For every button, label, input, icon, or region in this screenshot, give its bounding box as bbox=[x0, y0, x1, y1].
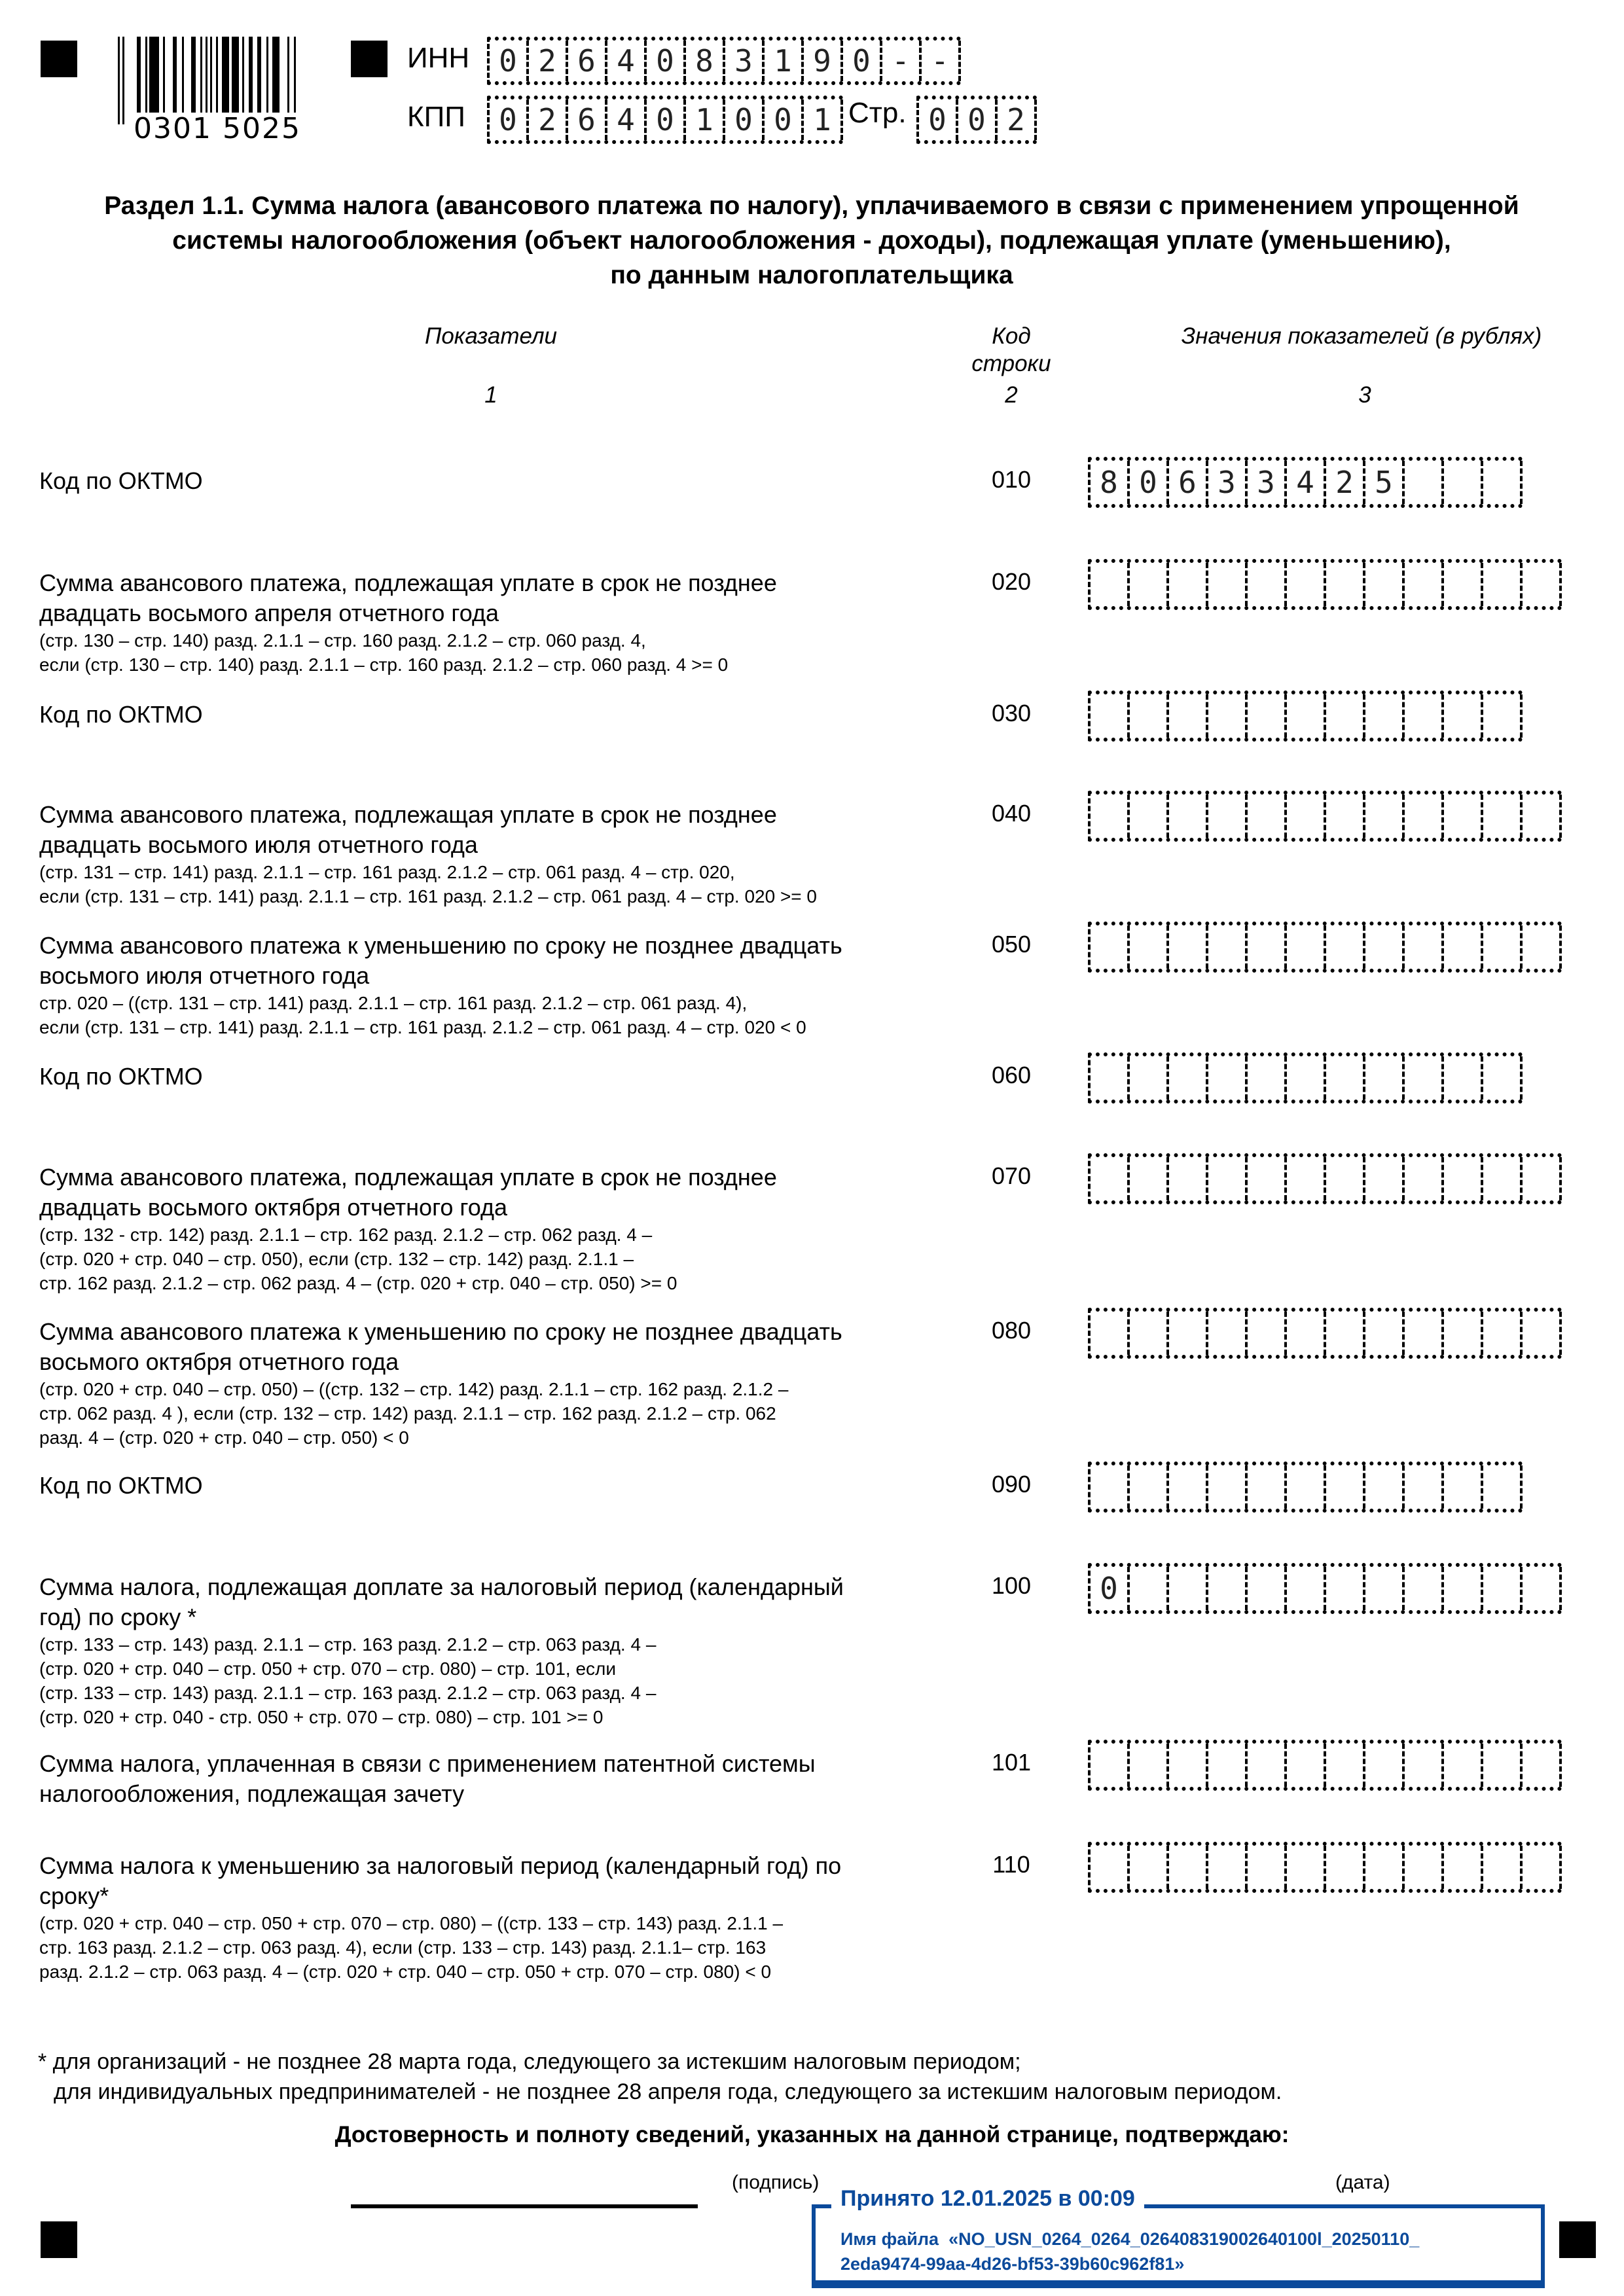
digit-cell[interactable] bbox=[1365, 795, 1405, 838]
indicator-formula: (стр. 020 + стр. 040 – стр. 050 + стр. 070 – стр. 080) – ((стр. 133 – стр. 143) разд. 2.1.1 – стр. 163 разд. 2.1.2 – стр. 063 разд. 4), если (стр. 133 – стр. 143) разд. 2.1.1– стр. 163 разд. 2.1.2 – стр. 063 разд. 4 – (стр. 020 + стр. 040 – стр. 050 + стр. 070 – стр. 080) < 0 bbox=[39, 1913, 784, 1982]
column-number-3: 3 bbox=[1358, 382, 1371, 408]
digit-cell[interactable]: 2 bbox=[998, 99, 1037, 140]
digit-cell[interactable] bbox=[1287, 694, 1326, 738]
digit-cell[interactable] bbox=[1326, 1846, 1365, 1889]
barcode-bar bbox=[137, 37, 141, 114]
digit-cell[interactable] bbox=[1248, 1157, 1287, 1200]
digit-cell[interactable]: 8 bbox=[686, 41, 725, 81]
digit-cell[interactable]: 0 bbox=[843, 41, 882, 81]
page-number-field[interactable] bbox=[916, 96, 1037, 144]
digit-cell[interactable] bbox=[1130, 1744, 1169, 1787]
indicator-name: Код по ОКТМО bbox=[39, 1063, 203, 1090]
barcode-bar bbox=[191, 37, 196, 114]
digit-cell[interactable] bbox=[1444, 1744, 1483, 1787]
digit-cell[interactable] bbox=[1444, 563, 1483, 606]
digit-cell[interactable] bbox=[1091, 1465, 1130, 1509]
digit-cell[interactable] bbox=[1130, 1312, 1169, 1355]
digit-cell[interactable] bbox=[1523, 1846, 1562, 1889]
digit-cell[interactable]: - bbox=[882, 41, 922, 81]
barcode-bar bbox=[266, 37, 268, 114]
digit-cell[interactable] bbox=[1091, 1157, 1130, 1200]
digit-cell[interactable] bbox=[1405, 1157, 1444, 1200]
digit-cell[interactable] bbox=[1365, 1157, 1405, 1200]
row-090-label bbox=[39, 1471, 903, 1501]
digit-cell[interactable] bbox=[1365, 1056, 1405, 1100]
row-code: 110 bbox=[992, 1851, 1030, 1878]
row-060-value-field[interactable] bbox=[1088, 1052, 1523, 1103]
digit-cell[interactable] bbox=[1287, 925, 1326, 969]
digit-cell[interactable]: 5 bbox=[1365, 461, 1405, 504]
digit-cell[interactable] bbox=[1523, 1157, 1562, 1200]
barcode-bar bbox=[149, 37, 159, 114]
registration-marker-bottom-right bbox=[1559, 2221, 1596, 2258]
digit-cell[interactable] bbox=[1287, 1744, 1326, 1787]
row-020-value-field[interactable] bbox=[1088, 559, 1562, 610]
digit-cell[interactable] bbox=[1365, 694, 1405, 738]
digit-cell[interactable] bbox=[1130, 1465, 1169, 1509]
digit-cell[interactable]: 0 bbox=[490, 99, 529, 140]
row-050-value-field[interactable] bbox=[1088, 922, 1562, 973]
barcode-bar bbox=[163, 37, 165, 114]
section-title-line-2: системы налогообложения (объект налогообложения - доходы), подлежащая уплате (уменьшению), bbox=[172, 226, 1451, 255]
digit-cell[interactable] bbox=[1405, 1465, 1444, 1509]
barcode-bar bbox=[145, 37, 147, 114]
row-101-label bbox=[39, 1749, 903, 1809]
digit-cell[interactable] bbox=[1523, 925, 1562, 969]
digit-cell[interactable] bbox=[1287, 563, 1326, 606]
digit-cell[interactable]: 0 bbox=[647, 99, 686, 140]
digit-cell[interactable] bbox=[1444, 1567, 1483, 1610]
row-code: 080 bbox=[991, 1317, 1032, 1344]
digit-cell[interactable] bbox=[1444, 1846, 1483, 1889]
digit-cell[interactable]: 0 bbox=[919, 99, 958, 140]
digit-cell[interactable] bbox=[1326, 795, 1365, 838]
digit-cell[interactable] bbox=[1444, 795, 1483, 838]
file-name-label: Имя файла bbox=[840, 2229, 939, 2249]
barcode-bar bbox=[122, 37, 124, 124]
digit-cell[interactable] bbox=[1248, 925, 1287, 969]
digit-cell[interactable]: 6 bbox=[568, 41, 607, 81]
digit-cell[interactable] bbox=[1444, 461, 1483, 504]
digit-cell[interactable] bbox=[1483, 1312, 1523, 1355]
digit-cell[interactable] bbox=[1287, 1465, 1326, 1509]
digit-cell[interactable] bbox=[1287, 795, 1326, 838]
indicator-name: Код по ОКТМО bbox=[39, 701, 203, 728]
digit-cell[interactable] bbox=[1169, 1312, 1208, 1355]
barcode-bar bbox=[206, 37, 208, 124]
digit-cell[interactable]: 6 bbox=[1169, 461, 1208, 504]
signature-caption: (подпись) bbox=[732, 2172, 820, 2193]
digit-cell[interactable] bbox=[1208, 1312, 1248, 1355]
digit-cell[interactable] bbox=[1444, 1312, 1483, 1355]
row-080-label bbox=[39, 1317, 903, 1450]
digit-cell[interactable] bbox=[1208, 1846, 1248, 1889]
digit-cell[interactable] bbox=[1444, 694, 1483, 738]
barcode-bar bbox=[294, 37, 296, 124]
column-number-1: 1 bbox=[484, 382, 497, 408]
row-080-value-field[interactable] bbox=[1088, 1308, 1562, 1359]
indicator-formula: (стр. 132 - стр. 142) разд. 2.1.1 – стр. 162 разд. 2.1.2 – стр. 062 разд. 4 – (стр. 020 + стр. 040 – стр. 050), если (стр. 132 – стр. 142) разд. 2.1.1 – стр. 162 разд. 2.1.2 – стр. 062 разд. 4 – (стр. 020 + стр. 040 – стр. 050) >= 0 bbox=[39, 1225, 677, 1293]
digit-cell[interactable] bbox=[1523, 1567, 1562, 1610]
digit-cell[interactable] bbox=[1248, 1744, 1287, 1787]
column-header-values: Значения показателей (в рублях) bbox=[1181, 323, 1542, 349]
digit-cell[interactable] bbox=[1365, 1312, 1405, 1355]
digit-cell[interactable]: - bbox=[922, 41, 961, 81]
barcode-bar bbox=[272, 37, 280, 114]
row-030-label bbox=[39, 700, 903, 730]
barcode-bar bbox=[232, 37, 239, 114]
digit-cell[interactable] bbox=[1091, 795, 1130, 838]
digit-cell[interactable]: 0 bbox=[490, 41, 529, 81]
digit-cell[interactable] bbox=[1208, 795, 1248, 838]
digit-cell[interactable]: 8 bbox=[1091, 461, 1130, 504]
digit-cell[interactable]: 2 bbox=[529, 41, 568, 81]
kpp-field[interactable] bbox=[487, 96, 843, 144]
digit-cell[interactable] bbox=[1483, 925, 1523, 969]
digit-cell[interactable] bbox=[1483, 563, 1523, 606]
digit-cell[interactable]: 4 bbox=[607, 99, 647, 140]
digit-cell[interactable] bbox=[1130, 563, 1169, 606]
digit-cell[interactable] bbox=[1169, 563, 1208, 606]
digit-cell[interactable]: 6 bbox=[568, 99, 607, 140]
digit-cell[interactable] bbox=[1523, 795, 1562, 838]
digit-cell[interactable] bbox=[1405, 1056, 1444, 1100]
digit-cell[interactable]: 1 bbox=[765, 41, 804, 81]
row-code: 060 bbox=[991, 1062, 1032, 1088]
row-code: 050 bbox=[991, 931, 1032, 958]
row-110-value-field[interactable] bbox=[1088, 1842, 1562, 1893]
digit-cell[interactable] bbox=[1405, 461, 1444, 504]
digit-cell[interactable] bbox=[1287, 1567, 1326, 1610]
barcode-number: 0301 5025 bbox=[131, 113, 304, 145]
digit-cell[interactable] bbox=[1405, 1312, 1444, 1355]
digit-cell[interactable] bbox=[1483, 795, 1523, 838]
digit-cell[interactable] bbox=[1444, 1465, 1483, 1509]
digit-cell[interactable] bbox=[1130, 1846, 1169, 1889]
indicator-formula: (стр. 131 – стр. 141) разд. 2.1.1 – стр. 161 разд. 2.1.2 – стр. 061 разд. 4 – стр. 020, если (стр. 131 – стр. 141) разд. 2.1.1 – стр. 161 разд. 2.1.2 – стр. 061 разд. 4 – стр. 020 >= 0 bbox=[39, 862, 818, 906]
row-060-label bbox=[39, 1062, 903, 1092]
digit-cell[interactable] bbox=[1326, 694, 1365, 738]
date-caption: (дата) bbox=[1335, 2172, 1390, 2193]
digit-cell[interactable] bbox=[1326, 1465, 1365, 1509]
digit-cell[interactable] bbox=[1091, 1846, 1130, 1889]
digit-cell[interactable]: 4 bbox=[607, 41, 647, 81]
section-title-line-3: по данным налогоплательщика bbox=[610, 261, 1013, 289]
digit-cell[interactable] bbox=[1208, 1157, 1248, 1200]
digit-cell[interactable] bbox=[1483, 1846, 1523, 1889]
digit-cell[interactable] bbox=[1523, 563, 1562, 606]
digit-cell[interactable] bbox=[1169, 925, 1208, 969]
digit-cell[interactable]: 1 bbox=[686, 99, 725, 140]
row-code: 100 bbox=[991, 1572, 1032, 1599]
digit-cell[interactable] bbox=[1248, 694, 1287, 738]
indicator-formula: (стр. 133 – стр. 143) разд. 2.1.1 – стр. 163 разд. 2.1.2 – стр. 063 разд. 4 – (стр. 020 + стр. 040 – стр. 050 + стр. 070 – стр. 080) – стр. 101, если (стр. 133 – стр. 143) разд. 2.1.1 – стр. 163 разд. 2.1.2 – стр. 063 разд. 4 – (стр. 020 + стр. 040 - стр. 050 + стр. 070 – стр. 080) – стр. 101 >= 0 bbox=[39, 1634, 657, 1727]
barcode-bar bbox=[257, 37, 261, 114]
row-010-label bbox=[39, 466, 903, 496]
digit-cell[interactable] bbox=[1130, 795, 1169, 838]
digit-cell[interactable] bbox=[1287, 1157, 1326, 1200]
digit-cell[interactable] bbox=[1326, 1157, 1365, 1200]
digit-cell[interactable] bbox=[1326, 563, 1365, 606]
row-040-label bbox=[39, 800, 903, 908]
indicator-name: Сумма авансового платежа, подлежащая уплате в срок не позднее двадцать восьмого июля отчетного года bbox=[39, 801, 777, 858]
indicator-name: Сумма авансового платежа, подлежащая уплате в срок не позднее двадцать восьмого апреля отчетного года bbox=[39, 569, 777, 626]
digit-cell[interactable]: 0 bbox=[647, 41, 686, 81]
indicator-formula: (стр. 130 – стр. 140) разд. 2.1.1 – стр. 160 разд. 2.1.2 – стр. 060 разд. 4, если (стр. 130 – стр. 140) разд. 2.1.1 – стр. 160 разд. 2.1.2 – стр. 060 разд. 4 >= 0 bbox=[39, 630, 729, 675]
digit-cell[interactable] bbox=[1091, 925, 1130, 969]
row-100-value-field[interactable] bbox=[1088, 1563, 1562, 1614]
digit-cell[interactable] bbox=[1405, 1567, 1444, 1610]
row-110-label bbox=[39, 1851, 903, 1984]
digit-cell[interactable]: 3 bbox=[725, 41, 765, 81]
barcode-bar bbox=[222, 37, 229, 114]
digit-cell[interactable]: 0 bbox=[765, 99, 804, 140]
digit-cell[interactable] bbox=[1248, 795, 1287, 838]
row-010-value-field[interactable] bbox=[1088, 457, 1523, 508]
digit-cell[interactable] bbox=[1208, 1056, 1248, 1100]
digit-cell[interactable] bbox=[1248, 1567, 1287, 1610]
digit-cell[interactable] bbox=[1208, 1744, 1248, 1787]
acceptance-stamp bbox=[812, 2186, 1545, 2288]
acceptance-date: Принято 12.01.2025 в 00:09 bbox=[831, 2186, 1144, 2212]
digit-cell[interactable] bbox=[1365, 563, 1405, 606]
digit-cell[interactable] bbox=[1091, 563, 1130, 606]
digit-cell[interactable] bbox=[1248, 1312, 1287, 1355]
section-title-line-1: Раздел 1.1. Сумма налога (авансового платежа по налогу), уплачиваемого в связи с применением упрощенной bbox=[104, 192, 1519, 220]
column-header-code-line1: Код bbox=[992, 323, 1031, 349]
registration-marker-bottom-left bbox=[41, 2221, 77, 2258]
indicator-name: Сумма налога, уплаченная в связи с применением патентной системы налогообложения, подлежащая зачету bbox=[39, 1750, 816, 1807]
digit-cell[interactable] bbox=[1169, 795, 1208, 838]
row-code: 040 bbox=[991, 800, 1032, 827]
digit-cell[interactable] bbox=[1287, 1056, 1326, 1100]
row-020-label bbox=[39, 568, 903, 677]
digit-cell[interactable]: 3 bbox=[1208, 461, 1248, 504]
digit-cell[interactable]: 2 bbox=[1326, 461, 1365, 504]
barcode-bar bbox=[216, 37, 218, 114]
digit-cell[interactable]: 0 bbox=[1091, 1567, 1130, 1610]
stamp-file-info bbox=[840, 2227, 1534, 2276]
row-code: 070 bbox=[991, 1162, 1032, 1189]
digit-cell[interactable] bbox=[1130, 1157, 1169, 1200]
row-code: 090 bbox=[991, 1471, 1032, 1498]
barcode-bar bbox=[210, 37, 212, 124]
digit-cell[interactable] bbox=[1483, 461, 1523, 504]
indicator-formula: стр. 020 – ((стр. 131 – стр. 141) разд. 2.1.1 – стр. 161 разд. 2.1.2 – стр. 061 разд. 4), если (стр. 131 – стр. 141) разд. 2.1.1 – стр. 161 разд. 2.1.2 – стр. 061 разд. 4 – стр. 020 < 0 bbox=[39, 993, 806, 1037]
digit-cell[interactable] bbox=[1444, 1056, 1483, 1100]
row-101-value-field[interactable] bbox=[1088, 1740, 1562, 1791]
registration-marker-top-middle bbox=[351, 41, 388, 77]
digit-cell[interactable] bbox=[1169, 1056, 1208, 1100]
footnote-organizations: * для организаций - не позднее 28 марта года, следующего за истекшим налоговым периодом; bbox=[38, 2049, 1021, 2074]
digit-cell[interactable] bbox=[1405, 1846, 1444, 1889]
barcode-bar bbox=[182, 37, 184, 114]
kpp-label: КПП bbox=[407, 101, 465, 133]
digit-cell[interactable] bbox=[1287, 1312, 1326, 1355]
barcode-bar bbox=[200, 37, 202, 114]
column-header-code-line2: строки bbox=[971, 351, 1051, 376]
digit-cell[interactable] bbox=[1365, 1744, 1405, 1787]
digit-cell[interactable]: 0 bbox=[725, 99, 765, 140]
digit-cell[interactable] bbox=[1523, 1312, 1562, 1355]
column-header-indicators: Показатели bbox=[424, 323, 558, 349]
barcode-bar bbox=[287, 37, 289, 124]
row-090-value-field[interactable] bbox=[1088, 1462, 1523, 1513]
digit-cell[interactable] bbox=[1169, 1567, 1208, 1610]
digit-cell[interactable] bbox=[1405, 925, 1444, 969]
footnote-entrepreneurs: для индивидуальных предпринимателей - не позднее 28 апреля года, следующего за истекшим налоговым периодом. bbox=[54, 2079, 1282, 2104]
confirmation-text: Достоверность и полноту сведений, указанных на данной странице, подтверждаю: bbox=[334, 2122, 1290, 2147]
digit-cell[interactable] bbox=[1483, 1056, 1523, 1100]
digit-cell[interactable] bbox=[1444, 1157, 1483, 1200]
digit-cell[interactable] bbox=[1287, 1846, 1326, 1889]
digit-cell[interactable] bbox=[1326, 925, 1365, 969]
file-name-line-2: 2eda9474-99aa-4d26-bf53-39b60c962f81» bbox=[840, 2254, 1185, 2274]
digit-cell[interactable] bbox=[1169, 694, 1208, 738]
digit-cell[interactable] bbox=[1169, 1465, 1208, 1509]
digit-cell[interactable] bbox=[1483, 1567, 1523, 1610]
inn-field[interactable] bbox=[487, 37, 961, 85]
digit-cell[interactable]: 0 bbox=[1130, 461, 1169, 504]
digit-cell[interactable]: 0 bbox=[958, 99, 998, 140]
digit-cell[interactable] bbox=[1130, 1567, 1169, 1610]
row-code: 030 bbox=[991, 700, 1032, 726]
digit-cell[interactable] bbox=[1326, 1567, 1365, 1610]
digit-cell[interactable] bbox=[1326, 1312, 1365, 1355]
digit-cell[interactable] bbox=[1248, 1846, 1287, 1889]
digit-cell[interactable] bbox=[1091, 1056, 1130, 1100]
row-code: 010 bbox=[991, 466, 1032, 493]
digit-cell[interactable]: 3 bbox=[1248, 461, 1287, 504]
digit-cell[interactable] bbox=[1444, 925, 1483, 969]
digit-cell[interactable] bbox=[1208, 1465, 1248, 1509]
row-070-value-field[interactable] bbox=[1088, 1153, 1562, 1204]
digit-cell[interactable] bbox=[1405, 694, 1444, 738]
digit-cell[interactable] bbox=[1248, 1056, 1287, 1100]
section-title bbox=[39, 188, 1584, 293]
indicator-name: Код по ОКТМО bbox=[39, 1472, 203, 1499]
digit-cell[interactable] bbox=[1326, 1744, 1365, 1787]
digit-cell[interactable] bbox=[1208, 925, 1248, 969]
indicator-name: Сумма налога, подлежащая доплате за налоговый период (календарный год) по сроку * bbox=[39, 1573, 844, 1630]
indicator-name: Сумма налога к уменьшению за налоговый период (календарный год) по сроку* bbox=[39, 1852, 842, 1909]
digit-cell[interactable] bbox=[1365, 1846, 1405, 1889]
digit-cell[interactable] bbox=[1365, 925, 1405, 969]
digit-cell[interactable] bbox=[1091, 1744, 1130, 1787]
digit-cell[interactable] bbox=[1523, 1744, 1562, 1787]
digit-cell[interactable] bbox=[1130, 694, 1169, 738]
barcode-bar bbox=[118, 37, 120, 124]
digit-cell[interactable] bbox=[1169, 1846, 1208, 1889]
digit-cell[interactable] bbox=[1208, 1567, 1248, 1610]
digit-cell[interactable] bbox=[1169, 1157, 1208, 1200]
row-code: 020 bbox=[991, 568, 1032, 595]
digit-cell[interactable] bbox=[1405, 795, 1444, 838]
indicator-formula: (стр. 020 + стр. 040 – стр. 050) – ((стр. 132 – стр. 142) разд. 2.1.1 – стр. 162 разд. 2.1.2 – стр. 062 разд. 4 ), если (стр. 132 – стр. 142) разд. 2.1.1 – стр. 162 разд. 2.1.2 – стр. 062 разд. 4 – (стр. 020 + стр. 040 – стр. 050) < 0 bbox=[39, 1379, 789, 1448]
indicator-name: Сумма авансового платежа к уменьшению по сроку не позднее двадцать восьмого июля отчетного года bbox=[39, 932, 842, 989]
inn-label: ИНН bbox=[407, 42, 470, 74]
digit-cell[interactable] bbox=[1405, 563, 1444, 606]
digit-cell[interactable] bbox=[1483, 1465, 1523, 1509]
indicator-name: Сумма авансового платежа к уменьшению по сроку не позднее двадцать восьмого октября отчетного года bbox=[39, 1318, 842, 1375]
digit-cell[interactable] bbox=[1130, 925, 1169, 969]
digit-cell[interactable] bbox=[1365, 1567, 1405, 1610]
digit-cell[interactable] bbox=[1208, 694, 1248, 738]
row-040-value-field[interactable] bbox=[1088, 791, 1562, 842]
row-070-label bbox=[39, 1162, 903, 1295]
digit-cell[interactable] bbox=[1248, 1465, 1287, 1509]
file-name-line-1: «NO_USN_0264_0264_026408319002640100l_20250110_ bbox=[948, 2229, 1420, 2249]
digit-cell[interactable]: 1 bbox=[804, 99, 843, 140]
row-030-value-field[interactable] bbox=[1088, 691, 1523, 742]
column-number-2: 2 bbox=[1005, 382, 1018, 408]
digit-cell[interactable] bbox=[1405, 1744, 1444, 1787]
digit-cell[interactable] bbox=[1483, 1157, 1523, 1200]
digit-cell[interactable] bbox=[1130, 1056, 1169, 1100]
digit-cell[interactable] bbox=[1326, 1056, 1365, 1100]
digit-cell[interactable]: 9 bbox=[804, 41, 843, 81]
row-100-label bbox=[39, 1572, 903, 1729]
digit-cell[interactable] bbox=[1483, 694, 1523, 738]
row-code: 101 bbox=[991, 1749, 1032, 1776]
registration-marker-top-left bbox=[41, 41, 77, 77]
indicator-name: Сумма авансового платежа, подлежащая уплате в срок не позднее двадцать восьмого октября отчетного года bbox=[39, 1164, 777, 1221]
digit-cell[interactable] bbox=[1365, 1465, 1405, 1509]
digit-cell[interactable] bbox=[1248, 563, 1287, 606]
signature-line[interactable] bbox=[351, 2204, 698, 2208]
barcode-bar bbox=[242, 37, 244, 114]
barcode-bar bbox=[249, 37, 253, 114]
page-label: Стр. bbox=[848, 97, 907, 129]
digit-cell[interactable] bbox=[1091, 1312, 1130, 1355]
row-050-label bbox=[39, 931, 903, 1039]
digit-cell[interactable] bbox=[1091, 694, 1130, 738]
digit-cell[interactable]: 2 bbox=[529, 99, 568, 140]
digit-cell[interactable]: 4 bbox=[1287, 461, 1326, 504]
digit-cell[interactable] bbox=[1483, 1744, 1523, 1787]
indicator-name: Код по ОКТМО bbox=[39, 467, 203, 494]
digit-cell[interactable] bbox=[1169, 1744, 1208, 1787]
digit-cell[interactable] bbox=[1208, 563, 1248, 606]
barcode-bar bbox=[173, 37, 177, 114]
